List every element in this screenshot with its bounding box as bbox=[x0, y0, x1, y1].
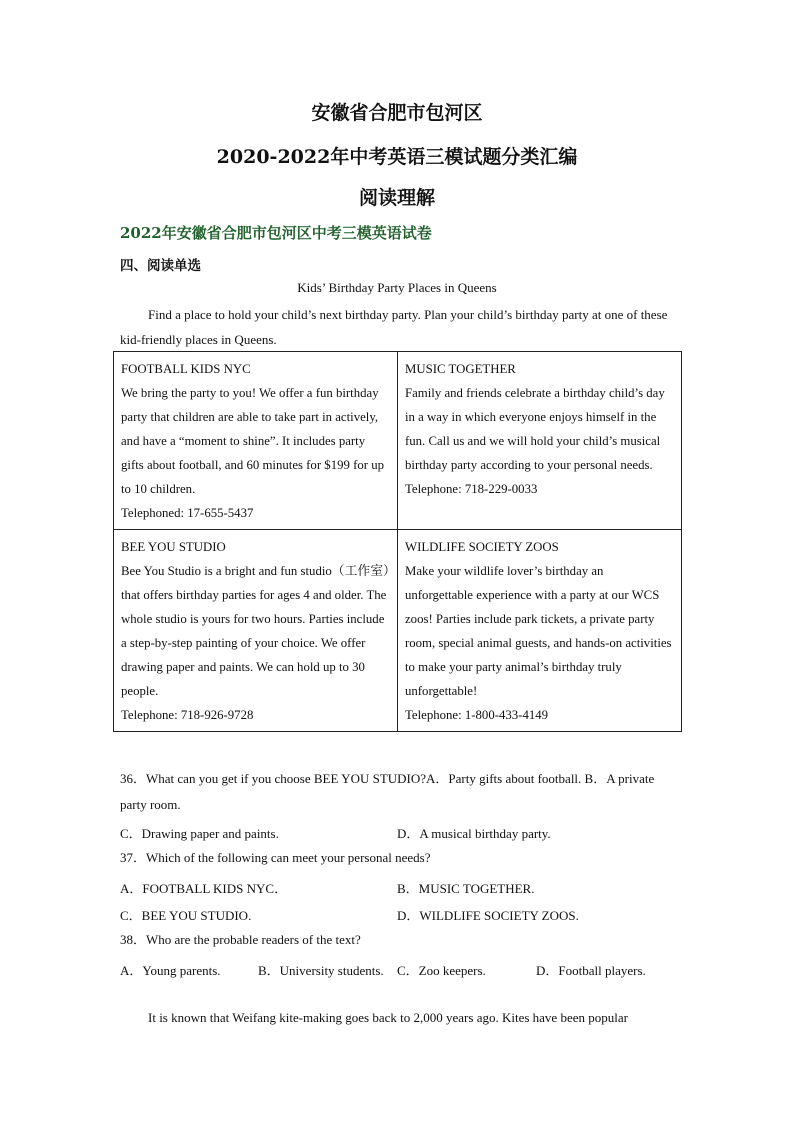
place-description: Bee You Studio is a bright and fun studio（工作室）that offers birthday parties for ages 4 and older. The whole studio is yours for two hours. Parties include a step-by-step painting of your choice. We offer drawing paper and paints. We can hold up to 30 people. bbox=[121, 564, 390, 698]
place-cell bbox=[114, 352, 398, 530]
passage-title: Kids’ Birthday Party Places in Queens bbox=[297, 280, 497, 295]
place-phone: Telephone: 718-229-0033 bbox=[405, 482, 538, 496]
place-cell bbox=[114, 530, 398, 732]
place-cell bbox=[398, 530, 682, 732]
question-38-option-c: C．Zoo keepers. bbox=[397, 963, 486, 978]
question-38-option-a: A．Young parents. bbox=[120, 963, 221, 978]
question-38-stem: 38．Who are the probable readers of the text? bbox=[120, 932, 361, 947]
question-37-option-d: D．WILDLIFE SOCIETY ZOOS. bbox=[397, 908, 579, 923]
place-name: WILDLIFE SOCIETY ZOOS bbox=[405, 540, 559, 554]
passage-intro: Find a place to hold your child’s next birthday party. Plan your child’s birthday party at one of these kid-friendly places in Queens. bbox=[120, 307, 668, 347]
question-36-option-c: C．Drawing paper and paints. bbox=[120, 826, 279, 841]
exam-title: 2022年安徽省合肥市包河区中考三模英语试卷 bbox=[120, 224, 432, 242]
question-36-stem: 36．What can you get if you choose BEE YOU STUDIO?A．Party gifts about football. B．A private party room. bbox=[120, 771, 655, 812]
place-description: We bring the party to you! We offer a fun birthday party that children are able to take part in actively, and have a “moment to shine”. It includes party gifts about football, and 60 minutes for $199 for up to 10 children. bbox=[121, 386, 385, 496]
place-description: Family and friends celebrate a birthday child’s day in a way in which everyone enjoys himself in the fun. Call us and we will hold your child’s musical birthday party according to your personal needs. bbox=[405, 386, 665, 472]
question-38-option-d: D．Football players. bbox=[536, 963, 646, 978]
place-phone: Telephone: 718-926-9728 bbox=[121, 708, 254, 722]
place-cell bbox=[398, 352, 682, 530]
place-name: BEE YOU STUDIO bbox=[121, 540, 226, 554]
question-37-stem: 37．Which of the following can meet your personal needs? bbox=[120, 850, 431, 865]
doc-title-region: 安徽省合肥市包河区 bbox=[311, 102, 483, 124]
next-passage-start: It is known that Weifang kite-making goes back to 2,000 years ago. Kites have been popular bbox=[148, 1010, 628, 1025]
section-label: 四、阅读单选 bbox=[120, 258, 201, 274]
place-name: MUSIC TOGETHER bbox=[405, 362, 516, 376]
table-row bbox=[114, 530, 682, 732]
question-38-option-b: B．University students. bbox=[258, 963, 384, 978]
doc-title-topic: 阅读理解 bbox=[358, 187, 435, 209]
question-37-option-b: B．MUSIC TOGETHER. bbox=[397, 881, 535, 896]
table-row bbox=[114, 352, 682, 530]
question-37-option-a: A．FOOTBALL KIDS NYC． bbox=[120, 881, 288, 896]
question-36-option-d: D．A musical birthday party. bbox=[397, 826, 551, 841]
place-description: Make your wildlife lover’s birthday an unforgettable experience with a party at our WCS zoos! Parties include park tickets, a private party room, special animal guests, and hands-on activities to make your party animal’s birthday truly unforgettable! bbox=[405, 564, 672, 698]
place-phone: Telephone: 1-800-433-4149 bbox=[405, 708, 549, 722]
doc-title-series: 2020-2022年中考英语三模试题分类汇编 bbox=[216, 146, 578, 168]
places-table bbox=[113, 351, 682, 732]
question-37-option-c: C．BEE YOU STUDIO. bbox=[120, 908, 252, 923]
place-phone: Telephoned: 17-655-5437 bbox=[121, 506, 254, 520]
place-name: FOOTBALL KIDS NYC bbox=[121, 362, 251, 376]
